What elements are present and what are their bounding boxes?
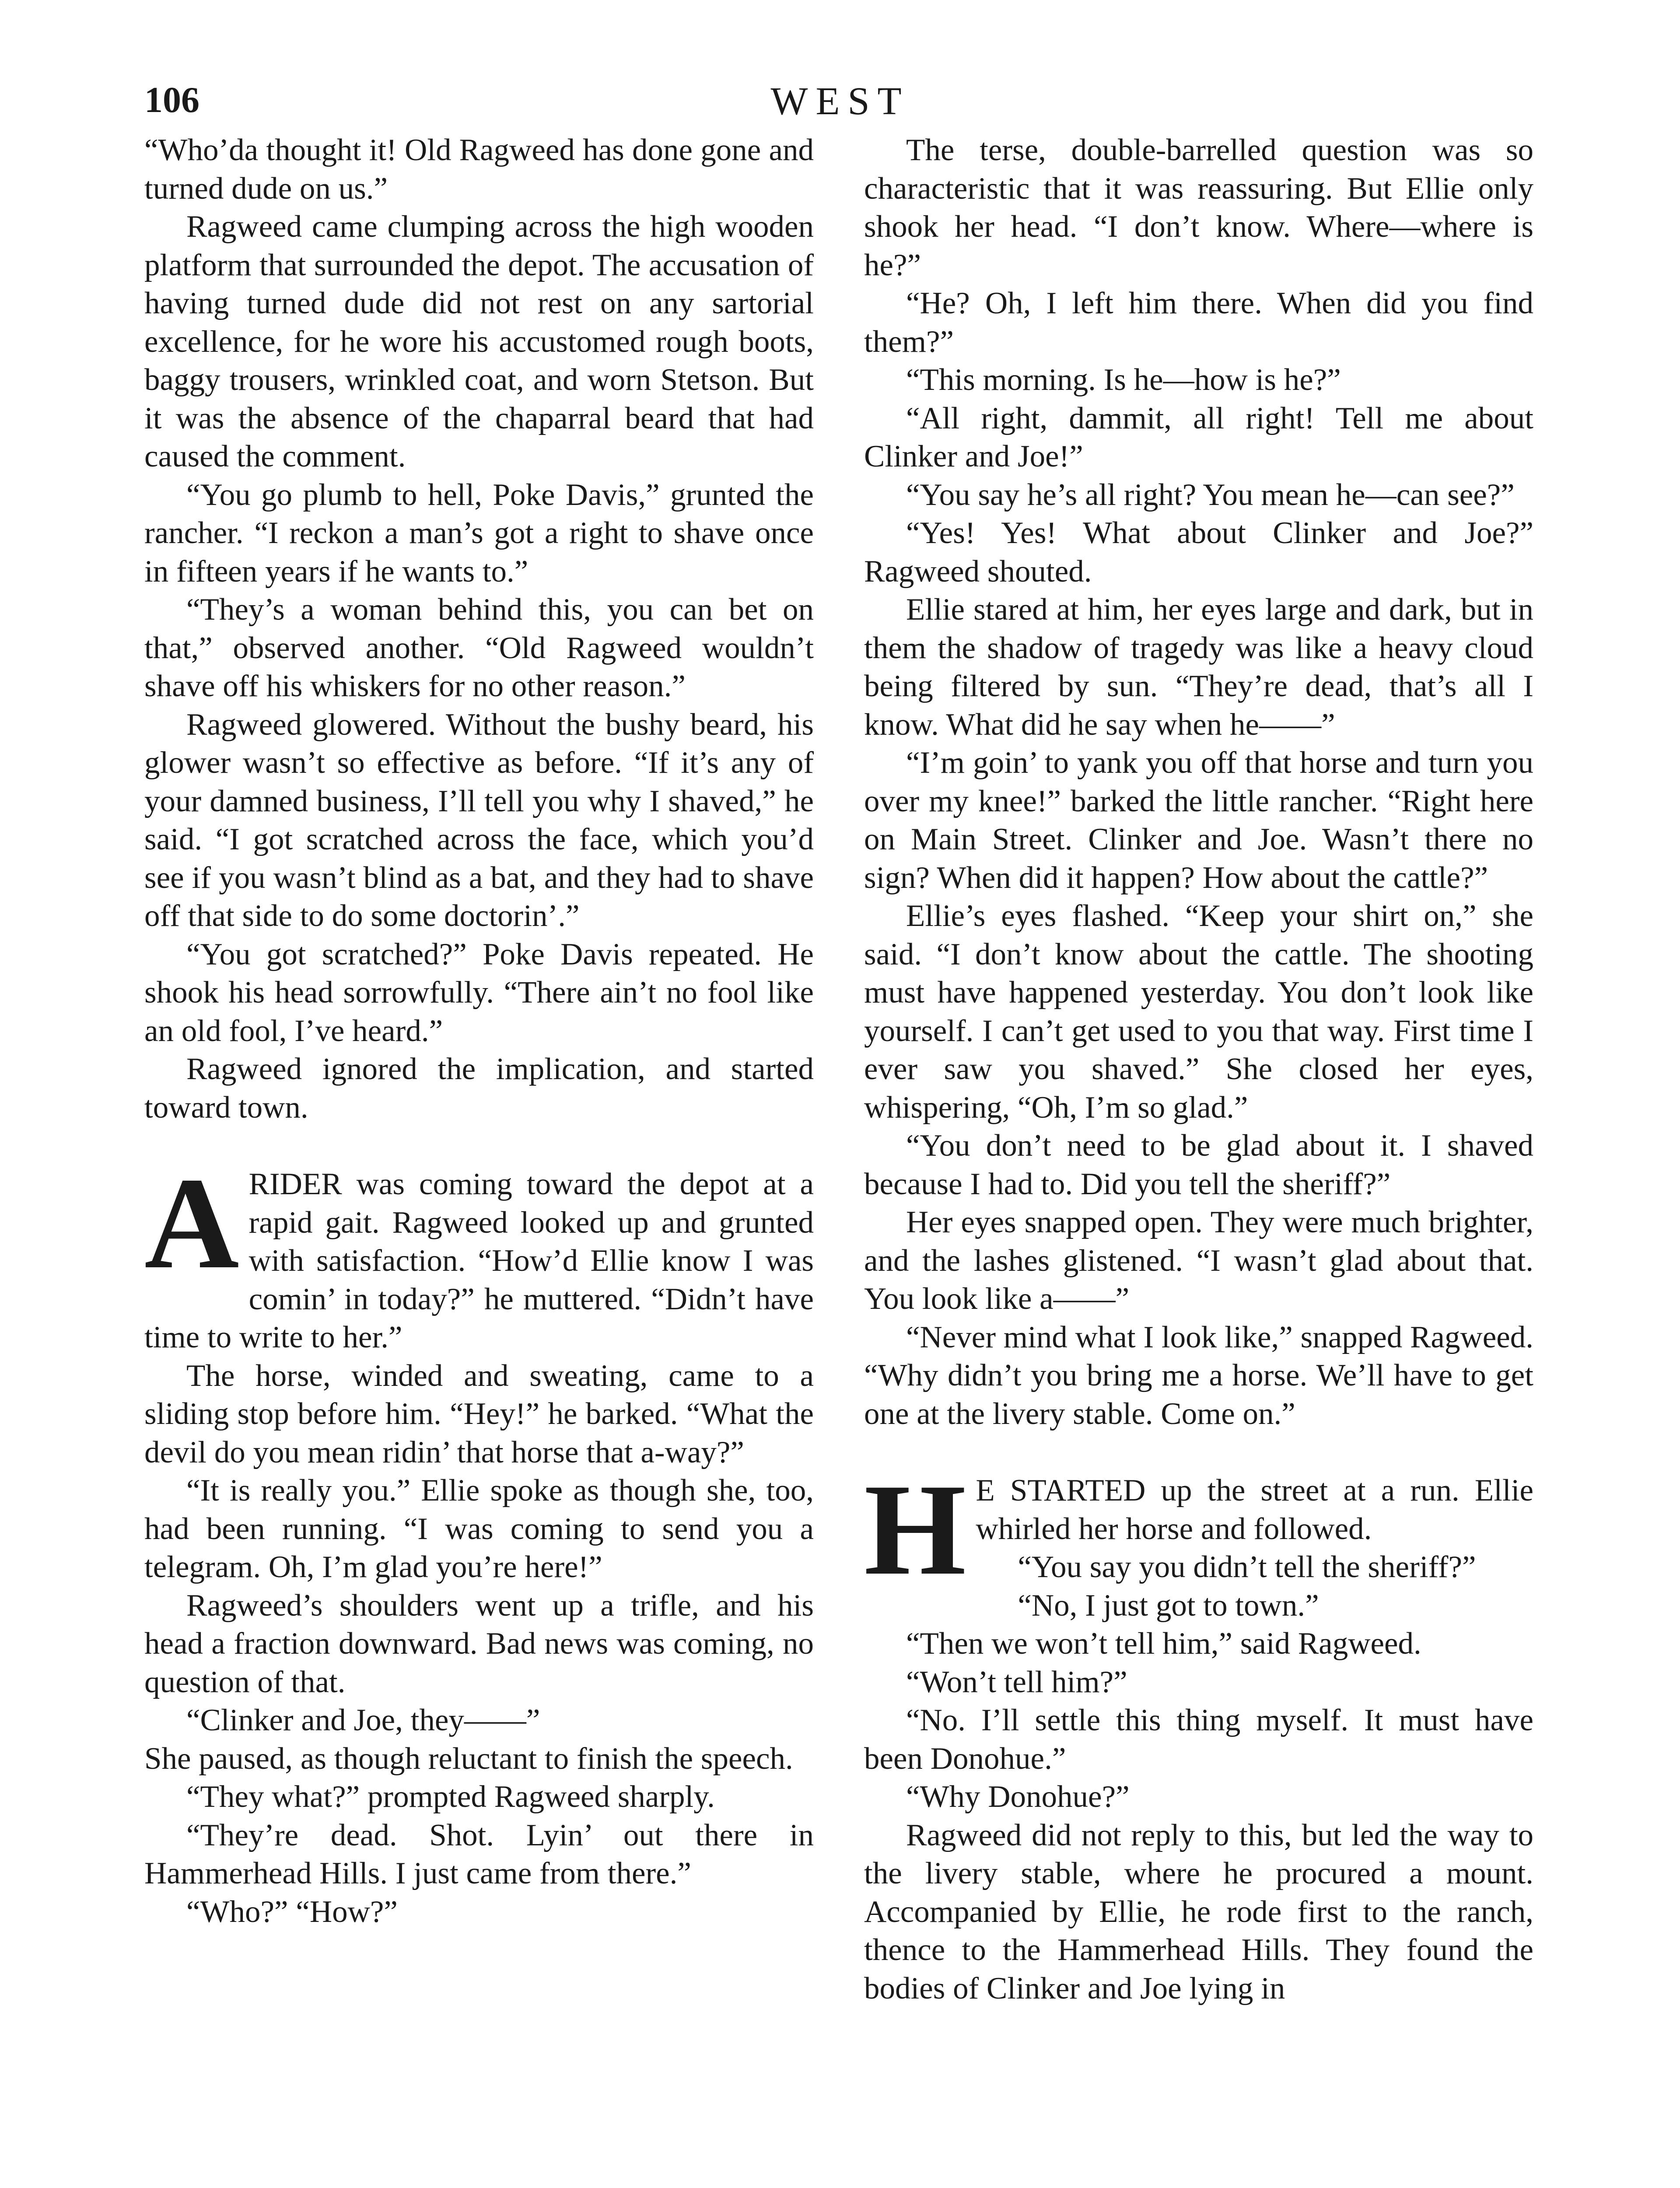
paragraph: “You say he’s all right? You mean he—can see?” (906, 477, 1515, 512)
paragraph: “Never mind what I look like,” snapped Ragweed. “Why didn’t you bring me a horse. We’ll have to get one at the livery stable. Come on.” (864, 1320, 1533, 1431)
paragraph: “Clinker and Joe, they——” (186, 1703, 540, 1737)
paragraph: Her eyes snapped open. They were much brighter, and the lashes glistened. “I wasn’t glad about that. You look like a——” (864, 1205, 1533, 1316)
paragraph: Ragweed’s shoulders went up a trifle, and his head a fraction downward. Bad news was coming, no question of that. (144, 1588, 814, 1699)
paragraph: “Yes! Yes! What about Clinker and Joe?” Ragweed shouted. (864, 516, 1533, 589)
running-title: WEST (770, 80, 910, 123)
paragraph: “He? Oh, I left him there. When did you find them?” (864, 286, 1533, 359)
paragraph: Ragweed did not reply to this, but led the way to the livery stable, where he procured a mount. Accompanied by Ellie, he rode first to the ranch, thence to the Hammerhead Hills. They found the bodies of Clinker and Joe lying in (864, 1818, 1533, 2006)
drop-cap: H (864, 1457, 966, 1602)
dropcap-text: E STARTED up the street at a run. Ellie whirled her horse and followed. (976, 1473, 1533, 1546)
paragraph: “All right, dammit, all right! Tell me about Clinker and Joe!” (864, 401, 1533, 473)
paragraph: “This morning. Is he—how is he?” (906, 363, 1341, 397)
paragraph: She paused, as though reluctant to finish the speech. (144, 1741, 793, 1776)
paragraph: Ellie’s eyes flashed. “Keep your shirt on,” she said. “I don’t know about the cattle. The shooting must have happened yesterday. You don’t look like yourself. I can’t get used to you that way. First time I ever saw you shaved.” She closed her eyes, whispering, “Oh, I’m so glad.” (864, 899, 1533, 1125)
paragraph: “It is really you.” Ellie spoke as though she, too, had been running. “I was coming to send you a telegram. Oh, I’m glad you’re here!” (144, 1473, 814, 1584)
left-column (144, 131, 814, 2188)
paragraph: “Who?” “How?” (186, 1894, 398, 1929)
paragraph: “You got scratched?” Poke Davis repeated. He shook his head sorrowfully. “There ain’t no fool like an old fool, I’ve heard.” (144, 937, 814, 1048)
paragraph: The terse, double-barrelled question was so characteristic that it was reassuring. But Ellie only shook her head. “I don’t know. Where—where is he?” (864, 133, 1533, 282)
paragraph: “You go plumb to hell, Poke Davis,” grunted the rancher. “I reckon a man’s got a right to shave once in fifteen years if he wants to.” (144, 477, 814, 589)
drop-cap: A (144, 1150, 239, 1296)
page-header (144, 79, 1536, 140)
paragraph: “You say you didn’t tell the sheriff?” (1018, 1550, 1476, 1584)
paragraph: “Then we won’t tell him,” said Ragweed. (906, 1627, 1421, 1661)
paragraph: “Who’da thought it! Old Ragweed has done gone and turned dude on us.” (144, 133, 814, 206)
paragraph: “They’re dead. Shot. Lyin’ out there in Hammerhead Hills. I just came from there.” (144, 1818, 814, 1890)
paragraph: “No. I’ll settle this thing myself. It must have been Donohue.” (864, 1703, 1533, 1776)
dropcap-paragraph (144, 1150, 814, 1357)
paragraph: Ragweed glowered. Without the bushy beard, his glower wasn’t so effective as before. “If it’s any of your damned business, I’ll tell you why I shaved,” he said. “I got scratched across the face, which you’d see if you wasn’t blind as a bat, and they had to shave off that side to do some doctorin’.” (144, 707, 814, 933)
paragraph: “No, I just got to town.” (1018, 1588, 1319, 1623)
section-break (144, 1127, 814, 1165)
paragraph: “Why Donohue?” (906, 1780, 1130, 1814)
paragraph: The horse, winded and sweating, came to a sliding stop before him. “Hey!” he barked. “What the devil do you mean ridin’ that horse that a-way?” (144, 1358, 814, 1469)
paragraph: “I’m goin’ to yank you off that horse and turn you over my knee!” barked the little rancher. “Right here on Main Street. Clinker and Joe. Wasn’t there no sign? When did it happen? How about the cattle?” (864, 746, 1533, 895)
page-number: 106 (144, 80, 200, 120)
paragraph: “You don’t need to be glad about it. I shaved because I had to. Did you tell the sheriff?” (864, 1129, 1533, 1201)
paragraph: “Won’t tell him?” (906, 1665, 1127, 1699)
dropcap-text: RIDER was coming toward the depot at a rapid gait. Ragweed looked up and grunted with satisfaction. “How’d Ellie know I was comin’ in today?” he muttered. “Didn’t have time to write to her.” (144, 1167, 814, 1354)
paragraph: Ragweed ignored the implication, and started toward town. (144, 1052, 814, 1125)
paragraph: “They’s a woman behind this, you can bet on that,” observed another. “Old Ragweed wouldn’t shave off his whiskers for no other reason.” (144, 593, 814, 703)
right-column (864, 131, 1533, 2188)
paragraph: Ellie stared at him, her eyes large and dark, but in them the shadow of tragedy was like a heavy cloud being filtered by sun. “They’re dead, that’s all I know. What did he say when he——” (864, 593, 1533, 742)
paragraph: Ragweed came clumping across the high wooden platform that surrounded the depot. The accusation of having turned dude did not rest on any sartorial excellence, for he wore his accustomed rough boots, baggy trousers, wrinkled coat, and worn Stetson. But it was the absence of the chaparral beard that had caused the comment. (144, 210, 814, 473)
paragraph: “They what?” prompted Ragweed sharply. (186, 1780, 715, 1814)
